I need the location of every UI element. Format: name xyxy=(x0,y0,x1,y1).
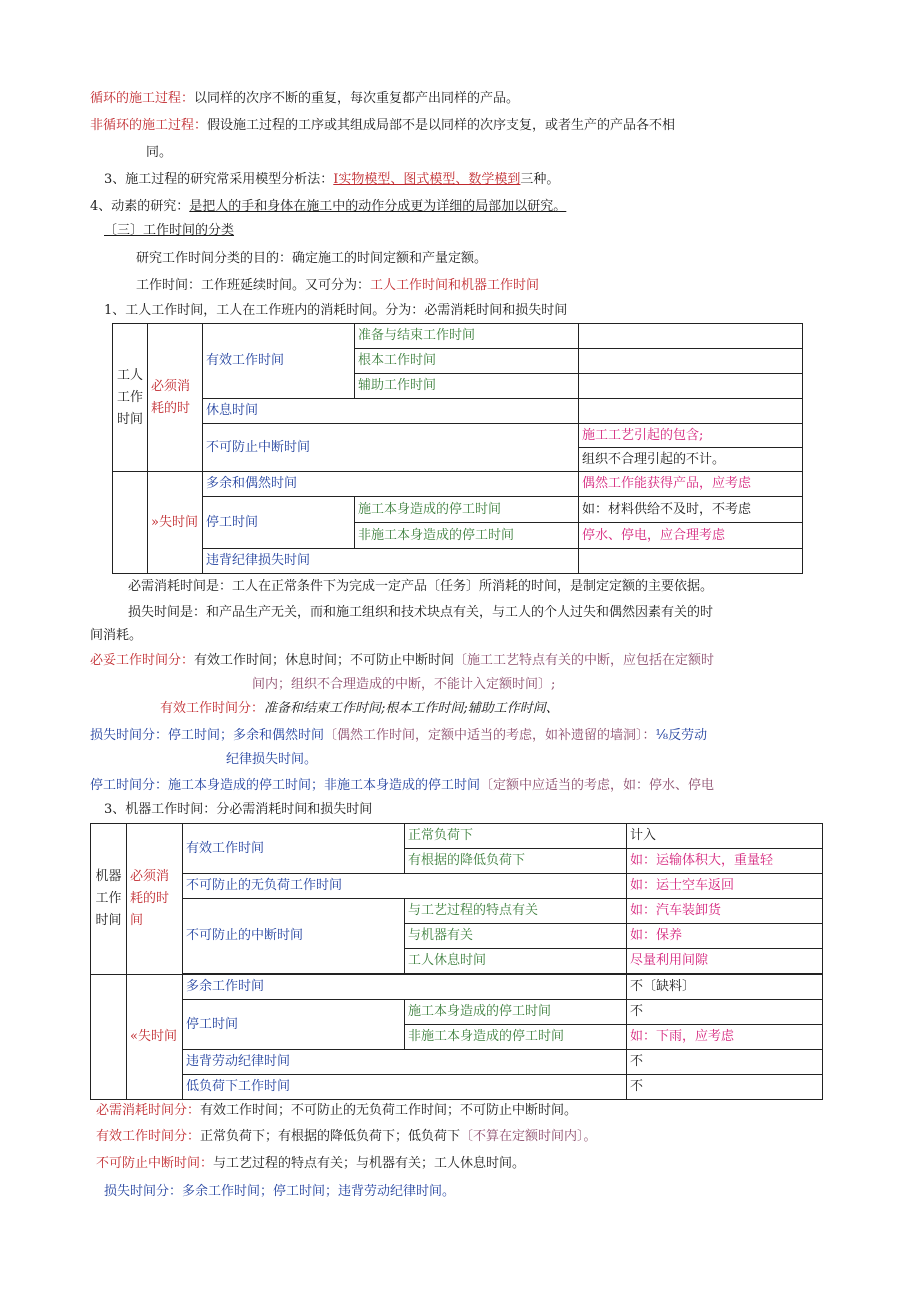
worker-time-item1: 1、工人工作时间，工人在工作班内的消耗时间。分为：必需消耗时间和损失时间 xyxy=(104,303,568,318)
summary-4 xyxy=(104,1183,455,1201)
loss-def-2: 间消耗。 xyxy=(90,628,143,643)
summary-1 xyxy=(96,1102,577,1120)
worktime-line xyxy=(136,277,539,295)
item3-models: I实物模型、图式模型、数学模到 xyxy=(333,172,521,187)
machine-item3: 3、机器工作时间：分必需消耗时间和损失时间 xyxy=(104,802,373,817)
machine-normal-cell: 正常负荷下 xyxy=(405,824,627,849)
eff-label: 有效工作时间分： xyxy=(160,701,265,716)
noncyclic-cont: 同。 xyxy=(146,145,173,160)
machine-root-cont xyxy=(91,975,127,1100)
stop-label: 停工时间分： xyxy=(90,778,169,793)
machine-int-machine-note: 如：保养 xyxy=(627,924,823,949)
worker-excess-note: 偶然工作能获得产品，应考虑 xyxy=(579,472,803,497)
loss-note: 〔偶然工作时间，定额中适当的考虑，如补遗留的墙洞〕： xyxy=(324,728,656,743)
machine-stop-cell: 停工时间 xyxy=(183,1000,405,1050)
machine-int-process-note: 如：汽车装卸货 xyxy=(627,899,823,924)
item3-prefix: 3、施工过程的研究常采用模型分析法： xyxy=(104,172,334,187)
summary-1-text: 有效工作时间；不可防止的无负荷工作时间；不可防止中断时间。 xyxy=(200,1103,578,1118)
machine-int-rest-cell: 工人休息时间 xyxy=(405,949,627,974)
machine-normal-note: 计入 xyxy=(627,824,823,849)
worker-unavoidable-note2: 组织不合理引起的不计。 xyxy=(579,448,803,472)
req-note-2: 间内；组织不合理造成的中断，不能计入定额时间〕; xyxy=(252,677,556,692)
machine-excess-note: 不〔缺料〕 xyxy=(627,975,823,1000)
machine-interrupt-cell: 不可防止的中断时间 xyxy=(183,899,405,974)
worker-time-table xyxy=(112,323,803,574)
worker-stop-nonself-note: 停水、停电，应合理考虑 xyxy=(579,523,803,549)
machine-loss-cell: «失时间 xyxy=(127,975,183,1100)
worker-prep-cell: 准备与结束工作时间 xyxy=(355,324,579,349)
worker-prep-note xyxy=(579,324,803,349)
stop-split-line xyxy=(90,777,714,795)
item4-text: 是把人的手和身体在施工中的动作分成更为详细的局部加以研究。 xyxy=(189,199,567,214)
loss-tail: ⅛反劳动 xyxy=(655,728,708,743)
req-items: 有效工作时间；休息时间；不可防止中断时间 xyxy=(194,653,455,668)
machine-stop-nonself-cell: 非施工本身造成的停工时间 xyxy=(405,1025,627,1050)
worker-basic-cell: 根本工作时间 xyxy=(355,349,579,374)
machine-int-machine-cell: 与机器有关 xyxy=(405,924,627,949)
worker-excess-cell: 多余和偶然时间 xyxy=(203,472,579,497)
summary-3-label: 不可防止中断时间： xyxy=(96,1156,214,1171)
machine-effective-cell: 有效工作时间 xyxy=(183,824,405,874)
worktime-types: 工人工作时间和机器工作时间 xyxy=(370,278,540,293)
worker-stop-self-cell: 施工本身造成的停工时间 xyxy=(355,497,579,523)
loss-def-1: 损失时间是：和产品生产无关，而和施工组织和技术块点有关，与工人的个人过失和偶然因素有关的时 xyxy=(128,605,714,620)
machine-stop-nonself-note: 如：下雨，应考虑 xyxy=(627,1025,823,1050)
machine-time-table xyxy=(90,823,823,1100)
worker-basic-note xyxy=(579,349,803,374)
machine-root-cell: 机器工作时间 xyxy=(91,824,127,975)
machine-required-cell: 必须消耗的时间 xyxy=(127,824,183,975)
req-note-1: 〔施工工艺特点有关的中断，应包括在定额时 xyxy=(454,653,715,668)
loss-tail-2: 纪律损失时间。 xyxy=(226,752,318,767)
worker-unavoidable-note1: 施工工艺引起的包含; xyxy=(579,424,803,448)
worker-loss-cell: »失时间 xyxy=(148,472,203,574)
req-label: 必妥工作时间分： xyxy=(90,653,195,668)
item3-suffix: 三种。 xyxy=(520,172,560,187)
worker-unavoidable-cell: 不可防止中断时间 xyxy=(203,424,579,472)
worker-stop-nonself-cell: 非施工本身造成的停工时间 xyxy=(355,523,579,549)
cyclic-process-line xyxy=(90,90,519,108)
item4-line xyxy=(90,198,566,216)
machine-lowload-note: 不 xyxy=(627,1075,823,1100)
required-split-line xyxy=(90,652,714,670)
summary-2 xyxy=(96,1128,597,1146)
worker-aux-note xyxy=(579,374,803,399)
cyclic-text: 以同样的次序不断的重复，每次重复都产出同样的产品。 xyxy=(194,91,520,106)
machine-reduced-cell: 有根据的降低负荷下 xyxy=(405,849,627,874)
worker-rest-cell: 休息时间 xyxy=(203,399,579,424)
machine-lowload-cell: 低负荷下工作时间 xyxy=(183,1075,627,1100)
worker-effective-cell: 有效工作时间 xyxy=(203,324,355,399)
worker-stop-cell: 停工时间 xyxy=(203,497,355,549)
summary-4-text: 多余工作时间；停工时间；违背劳动纪律时间。 xyxy=(182,1184,456,1199)
worker-root-cell: 工人工作时间 xyxy=(113,324,148,472)
worker-root-cont xyxy=(113,472,148,574)
machine-stop-self-cell: 施工本身造成的停工时间 xyxy=(405,1000,627,1025)
noncyclic-label: 非循环的施工过程： xyxy=(90,118,208,133)
item4-prefix: 4、动素的研究： xyxy=(90,199,190,214)
worker-violate-cell: 违背纪律损失时间 xyxy=(203,549,579,574)
worker-stop-self-note: 如：材料供给不及时，不考虑 xyxy=(579,497,803,523)
machine-excess-cell: 多余工作时间 xyxy=(183,975,627,1000)
worker-aux-cell: 辅助工作时间 xyxy=(355,374,579,399)
summary-2-label: 有效工作时间分： xyxy=(96,1129,201,1144)
machine-int-rest-note: 尽量利用间隙 xyxy=(627,949,823,974)
worker-violate-note xyxy=(579,549,803,574)
section3-purpose: 研究工作时间分类的目的：确定施工的时间定额和产量定额。 xyxy=(136,251,488,266)
worktime-prefix: 工作时间：工作班延续时间。又可分为： xyxy=(136,278,371,293)
summary-3 xyxy=(96,1155,525,1173)
machine-noload-cell: 不可防止的无负荷工作时间 xyxy=(183,874,627,899)
effective-split-line xyxy=(160,700,559,718)
summary-1-label: 必需消耗时间分： xyxy=(96,1103,201,1118)
machine-stop-self-note: 不 xyxy=(627,1000,823,1025)
stop-items: 施工本身造成的停工时间；非施工本身造成的停工时间 xyxy=(168,778,481,793)
worker-rest-note xyxy=(579,399,803,424)
machine-reduced-note: 如：运输体积大，重量轻 xyxy=(627,849,823,874)
summary-2-note: 〔不算在定额时间内〕。 xyxy=(460,1129,597,1144)
eff-items: 准备和结束工作时间;根本工作时间;辅助工作时间、 xyxy=(264,701,559,716)
machine-noload-note: 如：运士空车返回 xyxy=(627,874,823,899)
loss-items: 停工时间；多余和偶然时间 xyxy=(168,728,325,743)
loss-label: 损失时间分： xyxy=(90,728,169,743)
section3-heading: 〔三〕工作时间的分类 xyxy=(104,223,235,238)
summary-2-text: 正常负荷下；有根据的降低负荷下；低负荷下 xyxy=(200,1129,461,1144)
stop-note: 〔定额中应适当的考虑，如：停水、停电 xyxy=(480,778,715,793)
required-def: 必需消耗时间是：工人在正常条件下为完成一定产品〔任务〕所消耗的时间，是制定定额的主要依据。 xyxy=(128,579,714,594)
machine-int-process-cell: 与工艺过程的特点有关 xyxy=(405,899,627,924)
item3-line xyxy=(104,171,559,189)
summary-3-text: 与工艺过程的特点有关；与机器有关；工人休息时间。 xyxy=(213,1156,526,1171)
worker-required-cell: 必须消耗的时 xyxy=(148,324,203,472)
machine-violate-note: 不 xyxy=(627,1050,823,1075)
noncyclic-process-line xyxy=(90,117,675,135)
cyclic-label: 循环的施工过程： xyxy=(90,91,195,106)
summary-4-label: 损失时间分： xyxy=(104,1184,183,1199)
machine-violate-cell: 违背劳动纪律时间 xyxy=(183,1050,627,1075)
noncyclic-text: 假设施工过程的工序或其组成局部不是以同样的次序支复，或者生产的产品各不相 xyxy=(207,118,676,133)
loss-split-line xyxy=(90,727,707,745)
